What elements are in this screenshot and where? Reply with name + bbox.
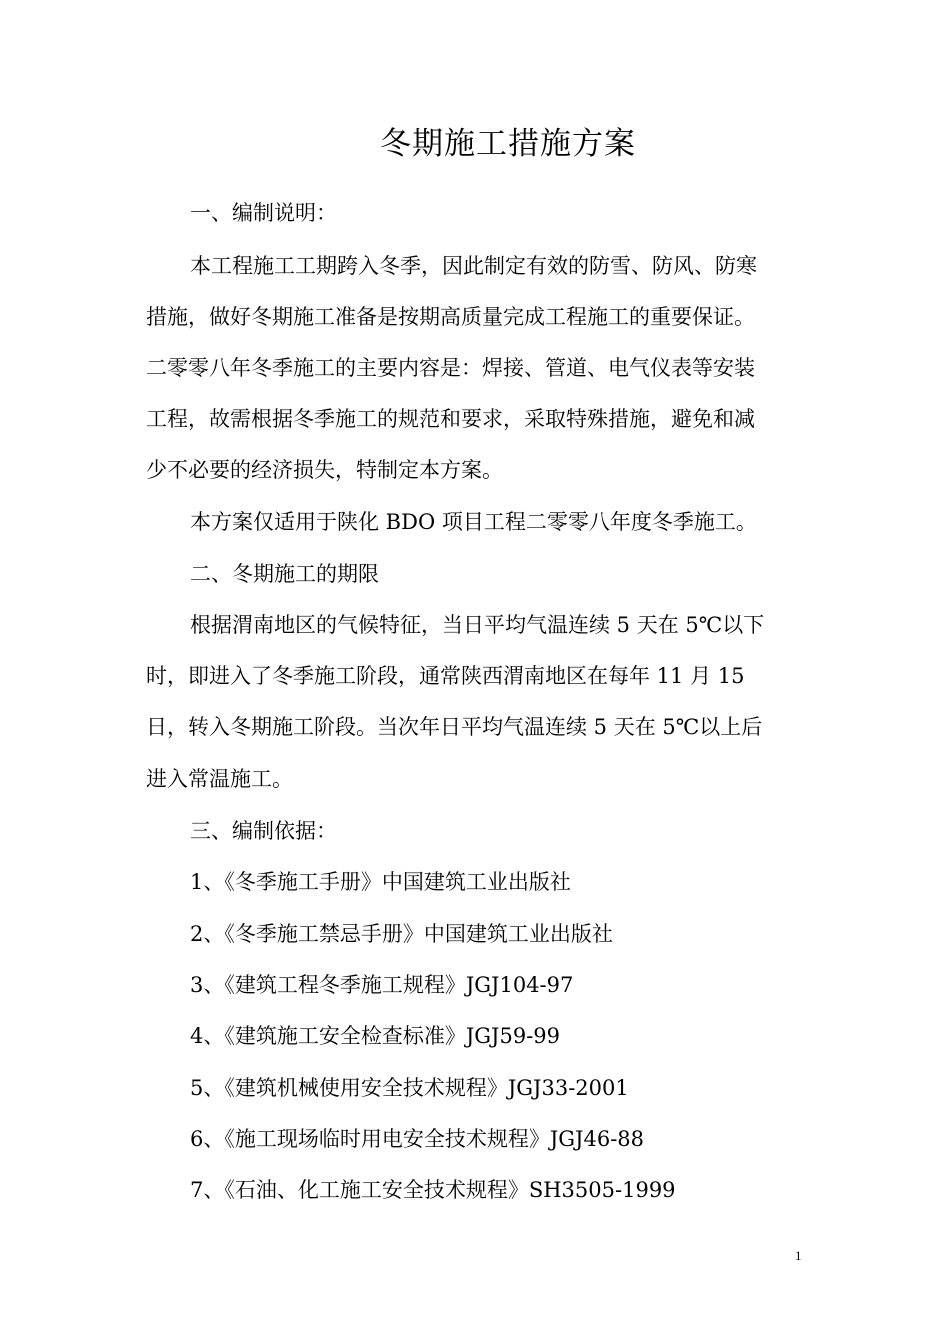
- paragraph-line: 根据渭南地区的气候特征，当日平均气温连续 5 天在 5℃以下: [190, 613, 765, 637]
- reference-item: 3、《建筑工程冬季施工规程》JGJ104-97: [190, 973, 574, 997]
- section-heading-1: 一、编制说明：: [190, 201, 337, 225]
- section-heading-2: 二、冬期施工的期限: [190, 562, 379, 586]
- scope-paragraph: 本方案仅适用于陕化 BDO 项目工程二零零八年度冬季施工。: [190, 510, 757, 534]
- paragraph-line: 进入常温施工。: [146, 767, 293, 791]
- paragraph-line: 少不必要的经济损失，特制定本方案。: [146, 458, 503, 482]
- paragraph-line: 二零零八年冬季施工的主要内容是：焊接、管道、电气仪表等安装: [146, 356, 755, 380]
- reference-item: 2、《冬季施工禁忌手册》中国建筑工业出版社: [190, 922, 613, 946]
- reference-item: 5、《建筑机械使用安全技术规程》JGJ33-2001: [190, 1076, 629, 1100]
- section-heading-3: 三、编制依据：: [190, 819, 337, 843]
- reference-item: 1、《冬季施工手册》中国建筑工业出版社: [190, 870, 571, 894]
- paragraph-line: 工程，故需根据冬季施工的规范和要求，采取特殊措施，避免和减: [146, 407, 755, 431]
- document-title: 冬期施工措施方案: [380, 126, 636, 162]
- reference-item: 4、《建筑施工安全检查标准》JGJ59-99: [190, 1024, 561, 1048]
- paragraph-line: 时，即进入了冬季施工阶段，通常陕西渭南地区在每年 11 月 15: [146, 664, 745, 688]
- paragraph-line: 日，转入冬期施工阶段。当次年日平均气温连续 5 天在 5℃以上后: [146, 715, 763, 739]
- paragraph-line: 本工程施工工期跨入冬季，因此制定有效的防雪、防风、防寒: [190, 254, 757, 278]
- page-number: 1: [795, 1248, 802, 1263]
- paragraph-line: 措施，做好冬期施工准备是按期高质量完成工程施工的重要保证。: [146, 305, 755, 329]
- reference-item: 7、《石油、化工施工安全技术规程》SH3505-1999: [190, 1178, 676, 1202]
- reference-item: 6、《施工现场临时用电安全技术规程》JGJ46-88: [190, 1127, 645, 1151]
